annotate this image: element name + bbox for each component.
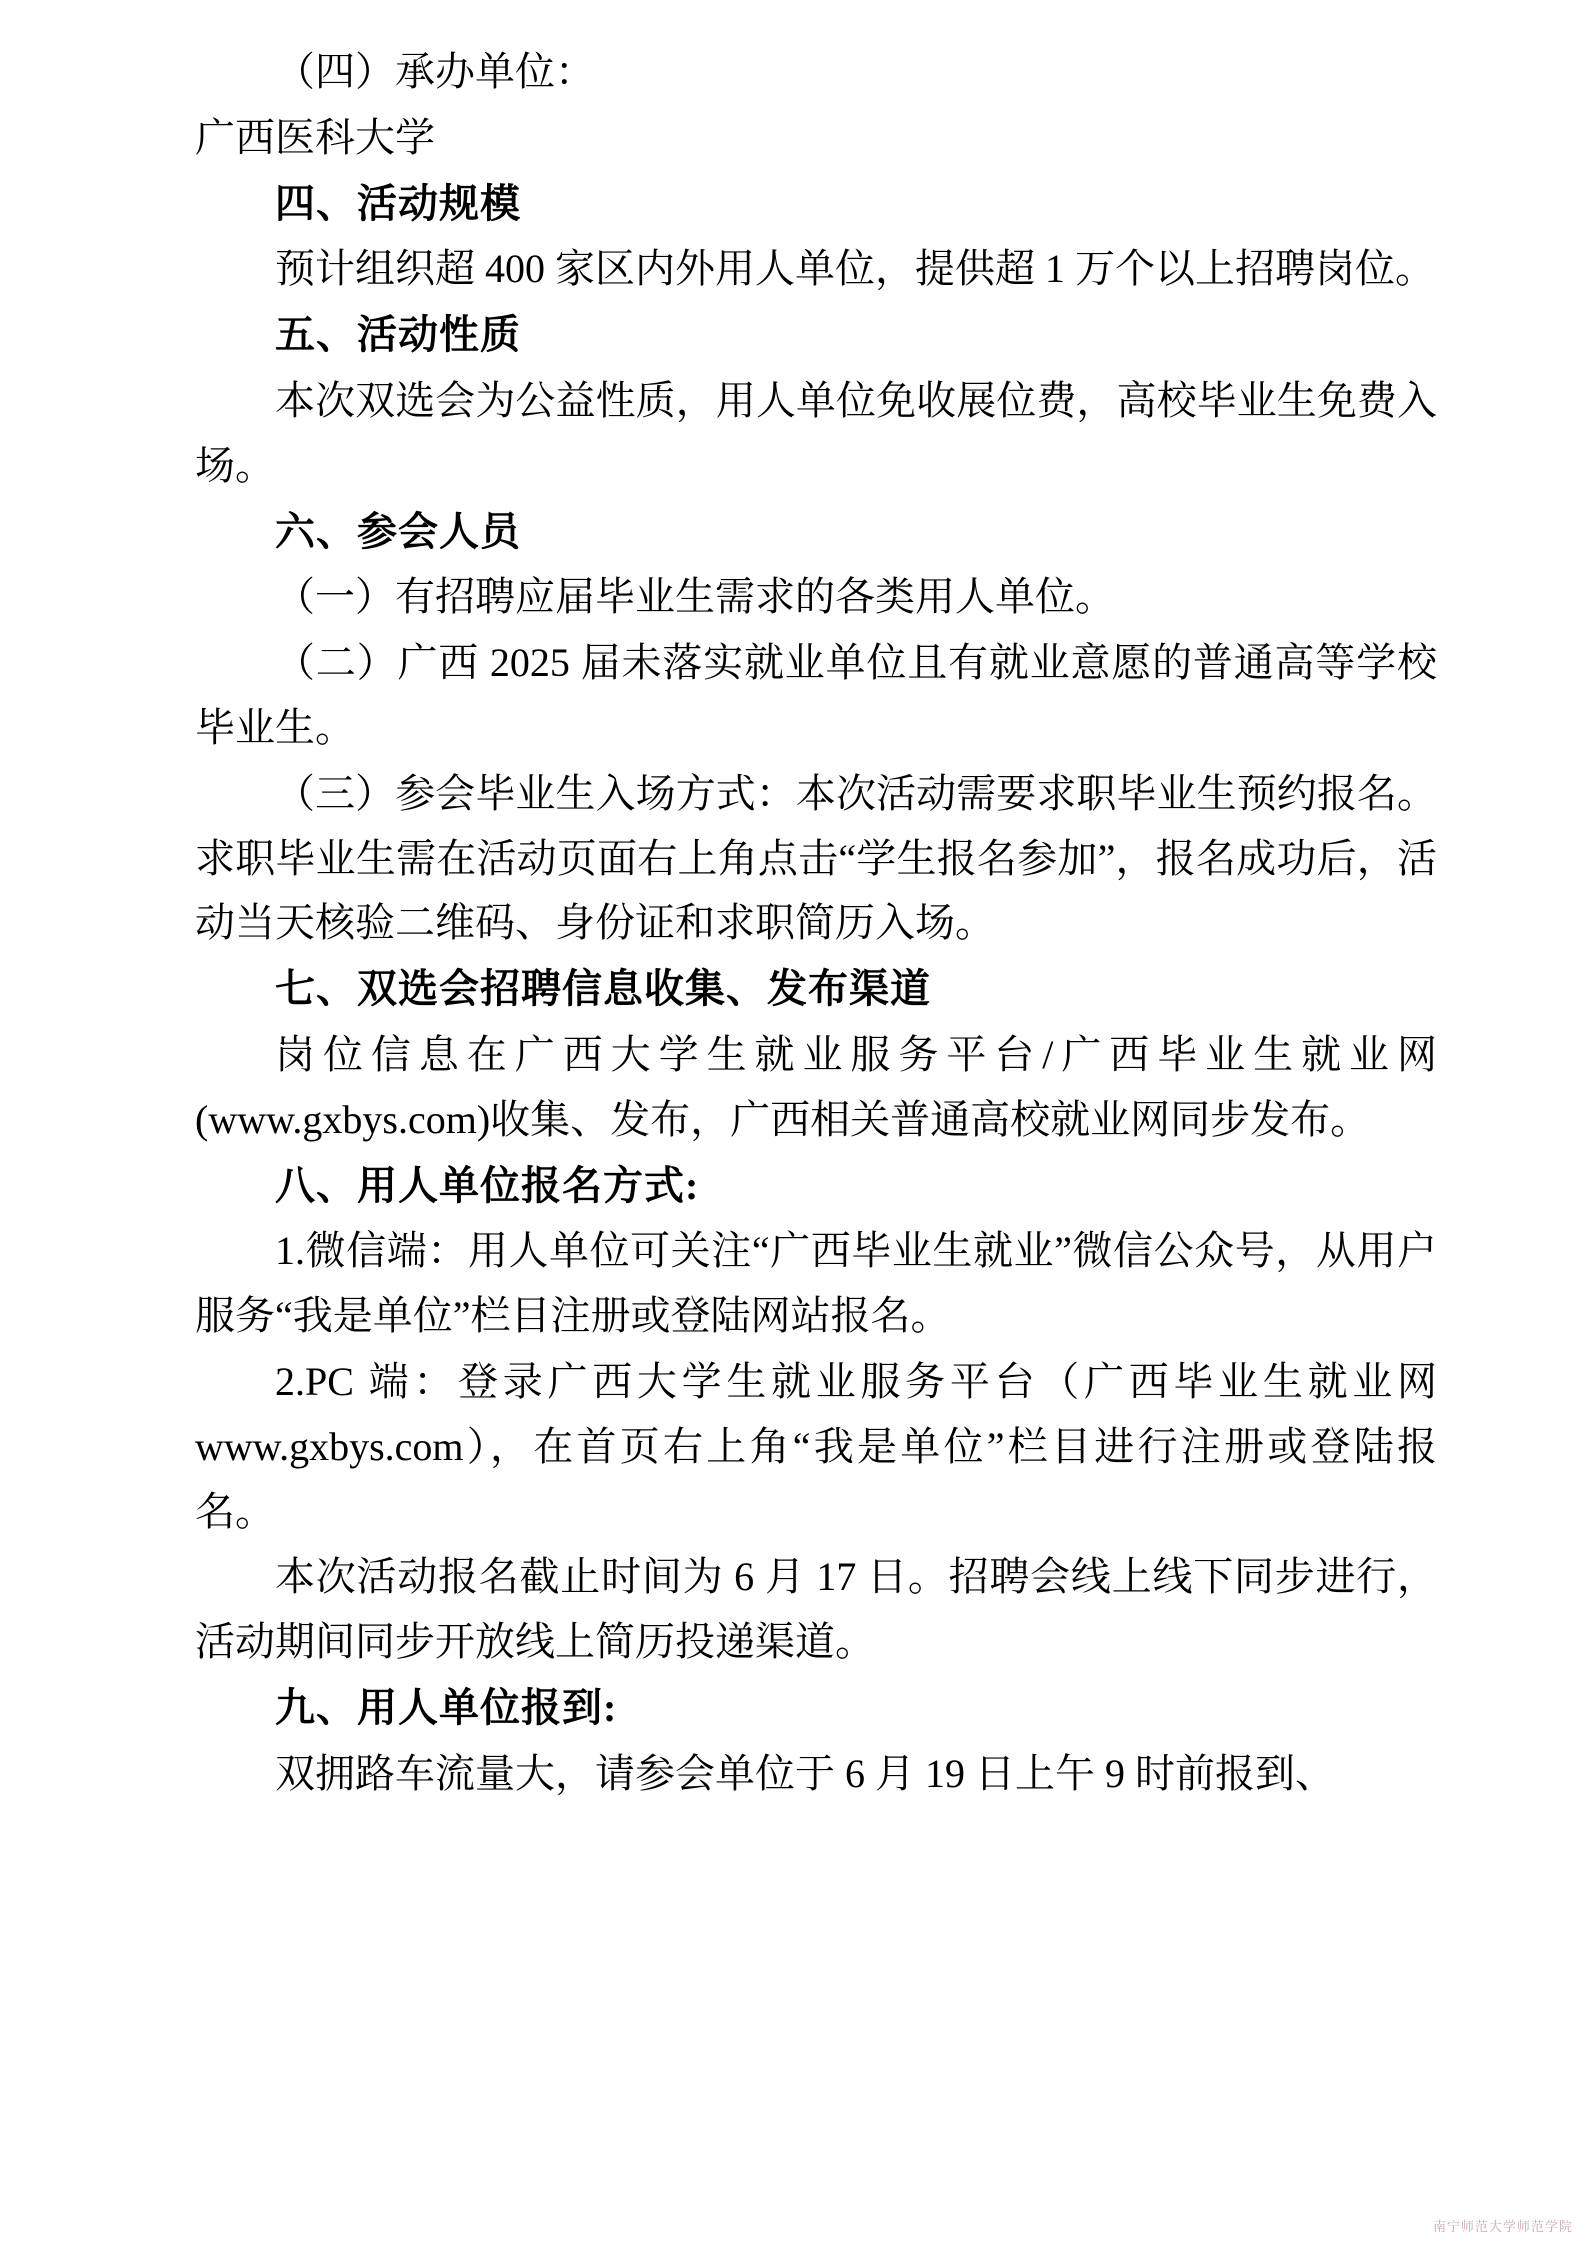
paragraph-organizer-name: 广西医科大学 bbox=[195, 114, 435, 160]
document-body bbox=[195, 40, 1437, 1807]
paragraph-activity-nature: 本次双选会为公益性质，用人单位免收展位费，高校毕业生免费入场。 bbox=[195, 377, 1437, 488]
heading-activity-scale: 四、活动规模 bbox=[275, 180, 521, 226]
heading-activity-nature: 五、活动性质 bbox=[275, 312, 521, 358]
paragraph-participants-item1: （一）有招聘应届毕业生需求的各类用人单位。 bbox=[275, 574, 1115, 620]
heading-participants: 六、参会人员 bbox=[275, 508, 521, 554]
heading-employer-checkin: 九、用人单位报到: bbox=[275, 1684, 618, 1730]
paragraph-activity-scale: 预计组织超 400 家区内外用人单位，提供超 1 万个以上招聘岗位。 bbox=[275, 246, 1435, 292]
heading-info-channels: 七、双选会招聘信息收集、发布渠道 bbox=[275, 966, 931, 1012]
paragraph-registration-wechat: 1.微信端：用人单位可关注“广西毕业生就业”微信公众号，从用户服务“我是单位”栏目注册或登陆网站报名。 bbox=[195, 1228, 1437, 1339]
paragraph-info-channels: 岗位信息在广西大学生就业服务平台/广西毕业生就业网(www.gxbys.com)收集、发布，广西相关普通高校就业网同步发布。 bbox=[195, 1031, 1437, 1142]
heading-employer-registration: 八、用人单位报名方式: bbox=[275, 1162, 700, 1208]
paragraph-section4-organizer-label: （四）承办单位： bbox=[275, 49, 595, 94]
paragraph-registration-deadline: 本次活动报名截止时间为 6 月 17 日。招聘会线上线下同步进行，活动期间同步开放线上简历投递渠道。 bbox=[195, 1554, 1437, 1665]
paragraph-employer-checkin: 双拥路车流量大，请参会单位于 6 月 19 日上午 9 时前报到、 bbox=[275, 1750, 1335, 1796]
paragraph-participants-item2: （二）广西 2025 届未落实就业单位且有就业意愿的普通高等学校毕业生。 bbox=[195, 640, 1437, 750]
paragraph-registration-pc: 2.PC 端：登录广西大学生就业服务平台（广西毕业生就业网 www.gxbys.com），在首页右上角“我是单位”栏目进行注册或登陆报名。 bbox=[195, 1358, 1437, 1534]
paragraph-participants-item3: （三）参会毕业生入场方式：本次活动需要求职毕业生预约报名。求职毕业生需在活动页面右上角点击“学生报名参加”，报名成功后，活动当天核验二维码、身份证和求职简历入场。 bbox=[195, 770, 1437, 946]
page-watermark: 南宁师范大学师范学院 bbox=[1432, 2219, 1573, 2234]
